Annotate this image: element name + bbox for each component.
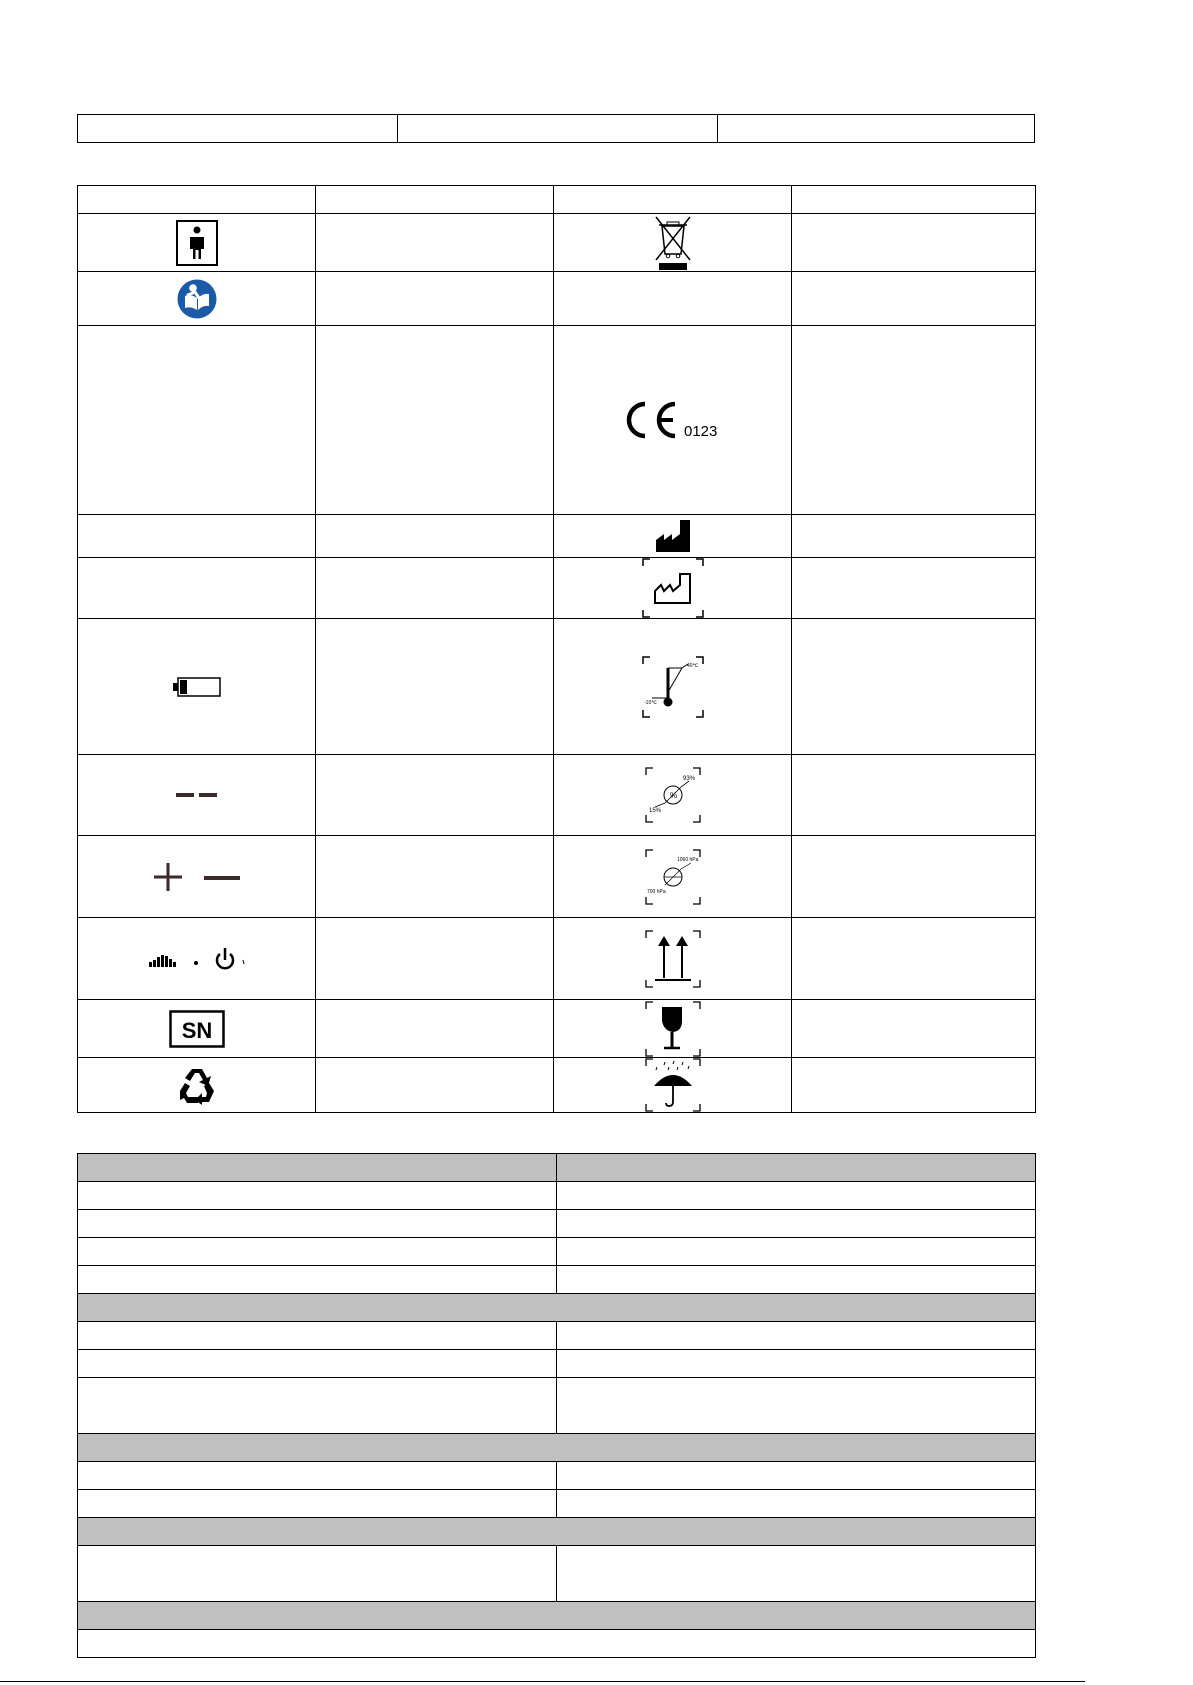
symbol-row — [78, 755, 1036, 836]
symbol-row — [78, 515, 1036, 558]
symbol-icon-cell — [554, 558, 792, 619]
symbol-row — [78, 272, 1036, 326]
manufacturer-icon — [654, 518, 692, 554]
spec-row — [78, 1322, 1036, 1350]
symbol-row — [78, 1000, 1036, 1058]
header-cell — [718, 115, 1035, 143]
symbol-icon-cell — [78, 515, 316, 558]
header-cell — [78, 115, 398, 143]
symbol-row — [78, 918, 1036, 1000]
spec-section-row — [78, 1294, 1036, 1322]
svg-text:1060 hPa: 1060 hPa — [676, 856, 698, 863]
svg-text:700 hPa: 700 hPa — [646, 888, 666, 895]
symbol-icon-cell — [554, 214, 792, 272]
spec-row — [78, 1462, 1036, 1490]
symbol-row — [78, 326, 1036, 515]
symbol-header-cell — [316, 186, 554, 214]
keep-dry-icon — [645, 1058, 701, 1112]
symbol-table-header — [78, 186, 1036, 214]
symbol-icon-cell — [78, 214, 316, 272]
svg-text:SN: SN — [181, 1017, 212, 1043]
symbol-desc-cell — [792, 515, 1036, 558]
temperature-limit-icon — [642, 656, 704, 718]
spec-section-cell — [78, 1294, 1036, 1322]
spec-row — [78, 1350, 1036, 1378]
spec-row — [78, 1182, 1036, 1210]
symbol-header-cell — [554, 186, 792, 214]
spec-cell — [557, 1266, 1036, 1294]
spec-cell — [78, 1462, 557, 1490]
symbol-desc-cell — [792, 619, 1036, 755]
symbol-desc-cell — [792, 918, 1036, 1000]
spec-section-cell — [78, 1630, 1036, 1658]
footer-rule — [0, 1681, 1085, 1682]
symbol-icon-cell — [78, 272, 316, 326]
symbol-header-cell — [792, 186, 1036, 214]
spec-row — [78, 1546, 1036, 1602]
spec-row — [78, 1238, 1036, 1266]
symbol-desc-cell — [792, 1000, 1036, 1058]
spec-cell — [78, 1238, 557, 1266]
spec-row — [78, 1490, 1036, 1518]
serial-number-icon — [169, 1010, 225, 1048]
this-way-up-icon — [645, 930, 701, 988]
header-table — [77, 114, 1035, 143]
symbol-desc-cell — [316, 1000, 554, 1058]
spec-cell — [78, 1154, 557, 1182]
date-of-manufacture-icon — [642, 558, 704, 618]
symbol-header-cell — [78, 186, 316, 214]
low-battery-icon — [172, 676, 222, 698]
spec-cell — [557, 1462, 1036, 1490]
spec-cell — [557, 1182, 1036, 1210]
spec-cell — [78, 1182, 557, 1210]
symbol-icon-cell — [78, 755, 316, 836]
spec-cell — [557, 1154, 1036, 1182]
symbol-icon-cell — [554, 272, 792, 326]
symbol-icon-cell — [554, 1000, 792, 1058]
spec-cell — [78, 1546, 557, 1602]
symbol-icon-cell — [78, 1058, 316, 1113]
symbol-table — [77, 185, 1036, 1113]
symbol-desc-cell — [316, 755, 554, 836]
spec-row — [78, 1154, 1036, 1182]
symbol-row — [78, 619, 1036, 755]
signal-power-icon — [147, 944, 247, 974]
svg-text:40℃: 40℃ — [686, 662, 698, 669]
symbol-desc-cell — [792, 326, 1036, 515]
symbol-desc-cell — [316, 918, 554, 1000]
symbol-icon-cell — [554, 918, 792, 1000]
symbol-desc-cell — [316, 1058, 554, 1113]
spec-table — [77, 1153, 1036, 1658]
ce-mark-icon — [623, 400, 723, 440]
symbol-desc-cell — [316, 836, 554, 918]
header-cell — [398, 115, 718, 143]
svg-text:15%: 15% — [648, 808, 661, 814]
symbol-icon-cell — [554, 1058, 792, 1113]
spec-section-cell — [78, 1602, 1036, 1630]
symbol-row — [78, 836, 1036, 918]
spec-cell — [78, 1350, 557, 1378]
recycle-icon — [176, 1065, 218, 1105]
symbol-icon-cell — [554, 619, 792, 755]
spec-cell — [78, 1210, 557, 1238]
symbol-icon-cell — [78, 558, 316, 619]
symbol-desc-cell — [792, 272, 1036, 326]
symbol-desc-cell — [316, 272, 554, 326]
symbol-desc-cell — [316, 515, 554, 558]
spec-section-row — [78, 1602, 1036, 1630]
spec-cell — [557, 1490, 1036, 1518]
spec-row — [78, 1210, 1036, 1238]
spec-cell — [78, 1266, 557, 1294]
symbol-icon-cell — [554, 836, 792, 918]
symbol-desc-cell — [316, 619, 554, 755]
symbol-row — [78, 1058, 1036, 1113]
spec-cell — [557, 1546, 1036, 1602]
symbol-icon-cell — [78, 619, 316, 755]
spec-row — [78, 1378, 1036, 1434]
body-type-bf-icon — [176, 220, 218, 266]
spec-section-cell — [78, 1518, 1036, 1546]
svg-text:%: % — [669, 791, 677, 800]
spec-section-row — [78, 1434, 1036, 1462]
spec-section-row — [78, 1518, 1036, 1546]
spec-cell — [78, 1490, 557, 1518]
symbol-icon-cell — [554, 755, 792, 836]
symbol-desc-cell — [792, 214, 1036, 272]
symbol-desc-cell — [792, 755, 1036, 836]
spec-cell — [557, 1322, 1036, 1350]
spec-section-cell — [78, 1434, 1036, 1462]
symbol-desc-cell — [316, 214, 554, 272]
symbol-desc-cell — [316, 326, 554, 515]
pressure-limit-icon — [645, 849, 701, 905]
spec-row — [78, 1630, 1036, 1658]
spec-cell — [78, 1322, 557, 1350]
spec-cell — [557, 1350, 1036, 1378]
plus-minus-icon — [152, 861, 242, 893]
svg-text:93%: 93% — [682, 776, 695, 782]
spec-cell — [557, 1238, 1036, 1266]
symbol-desc-cell — [316, 558, 554, 619]
humidity-limit-icon — [645, 767, 701, 823]
symbol-desc-cell — [792, 836, 1036, 918]
fragile-icon — [645, 1001, 701, 1057]
weee-crossed-bin-icon — [653, 214, 693, 271]
symbol-row — [78, 214, 1036, 272]
spec-cell — [557, 1210, 1036, 1238]
ce-notified-body-number: 0123 — [683, 423, 717, 440]
symbol-icon-cell — [78, 918, 316, 1000]
symbol-icon-cell — [554, 326, 792, 515]
read-manual-icon — [177, 279, 217, 319]
spec-cell — [557, 1378, 1036, 1434]
symbol-desc-cell — [792, 558, 1036, 619]
symbol-icon-cell — [78, 1000, 316, 1058]
symbol-desc-cell — [792, 1058, 1036, 1113]
spec-cell — [78, 1378, 557, 1434]
no-reading-dashes-icon — [175, 790, 219, 800]
symbol-icon-cell — [78, 836, 316, 918]
symbol-icon-cell — [554, 515, 792, 558]
symbol-icon-cell — [78, 326, 316, 515]
header-row — [78, 115, 1035, 143]
svg-text:-10℃: -10℃ — [643, 699, 657, 706]
symbol-row — [78, 558, 1036, 619]
spec-row — [78, 1266, 1036, 1294]
